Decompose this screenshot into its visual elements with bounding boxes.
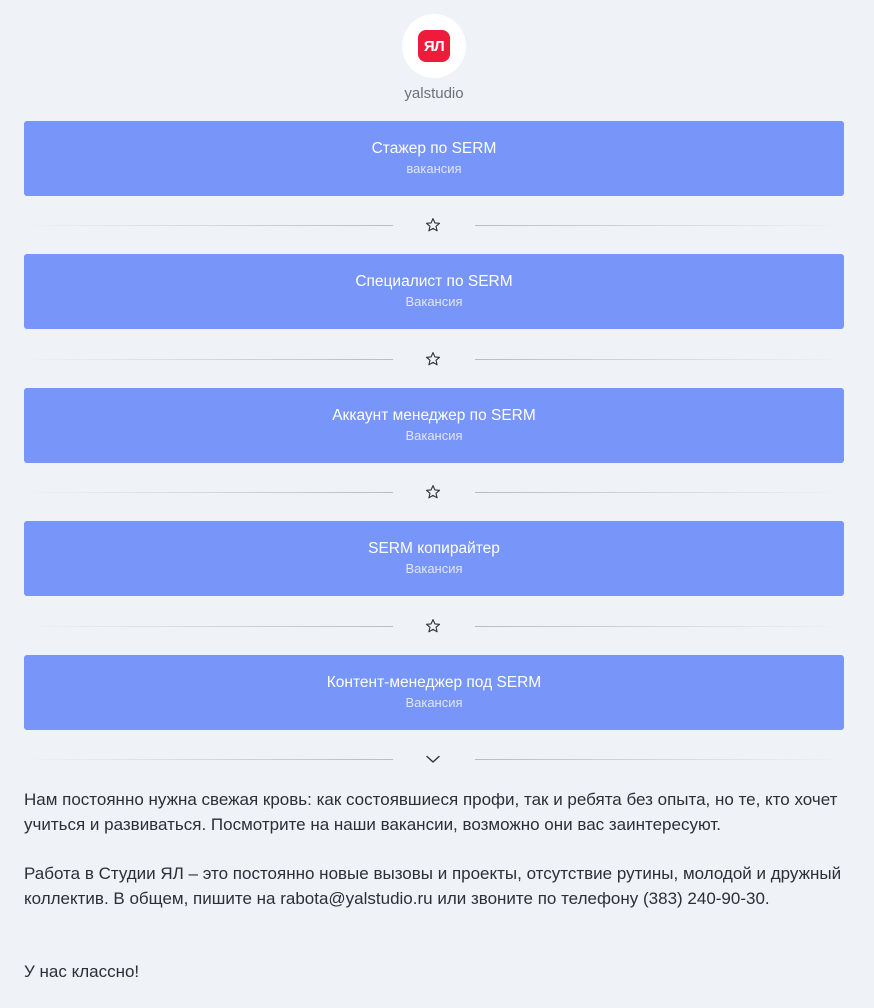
link-card-subtitle: вакансия (406, 161, 462, 176)
divider-line (24, 225, 393, 226)
divider-line (475, 225, 844, 226)
link-card-serm-intern[interactable] (24, 121, 844, 196)
divider-line (475, 492, 844, 493)
divider-line (475, 626, 844, 627)
description-paragraph: Работа в Студии ЯЛ – это постоянно новые вызовы и проекты, отсутствие рутины, молодой и дружный коллектив. В общем, пишите на rabota@yalstudio.ru или звоните по телефону (383) 240-90-30. (24, 864, 842, 908)
star-outline-icon (425, 217, 441, 233)
username: yalstudio (404, 85, 464, 102)
divider-line (475, 359, 844, 360)
link-card-title: Аккаунт менеджер по SERM (332, 407, 536, 424)
star-outline-icon (425, 484, 441, 500)
star-outline-icon (425, 351, 441, 367)
description-paragraph: Нам постоянно нужна свежая кровь: как состоявшиеся профи, так и ребята без опыта, но те, кто хочет учиться и развиваться. Посмотрите на наши вакансии, возможно они вас заинтересуют. (24, 790, 838, 834)
link-card-serm-content-manager[interactable] (24, 655, 844, 730)
chevron-down-icon[interactable] (425, 751, 441, 767)
divider-line (24, 626, 393, 627)
avatar[interactable] (402, 14, 466, 78)
link-card-subtitle: Вакансия (405, 294, 463, 309)
link-card-subtitle: Вакансия (405, 561, 463, 576)
star-outline-icon (425, 618, 441, 634)
divider (24, 616, 844, 636)
link-card-title: Контент-менеджер под SERM (326, 674, 542, 691)
link-card-title: Специалист по SERM (355, 273, 513, 290)
divider (24, 482, 844, 502)
profile-header (0, 14, 868, 103)
divider (24, 349, 844, 369)
divider (24, 749, 844, 769)
description-paragraph: У нас классно! (24, 962, 140, 981)
link-card-subtitle: Вакансия (405, 428, 463, 443)
link-card-subtitle: Вакансия (405, 695, 463, 710)
divider-line (475, 759, 844, 760)
link-card-title: SERM копирайтер (368, 540, 500, 557)
divider-line (24, 359, 393, 360)
divider-line (24, 492, 393, 493)
divider (24, 215, 844, 235)
brand-logo: ЯЛ (418, 30, 450, 62)
link-card-serm-specialist[interactable] (24, 254, 844, 329)
link-card-serm-copywriter[interactable] (24, 521, 844, 596)
link-card-title: Стажер по SERM (371, 140, 497, 157)
divider-line (24, 759, 393, 760)
link-card-serm-account-manager[interactable] (24, 388, 844, 463)
